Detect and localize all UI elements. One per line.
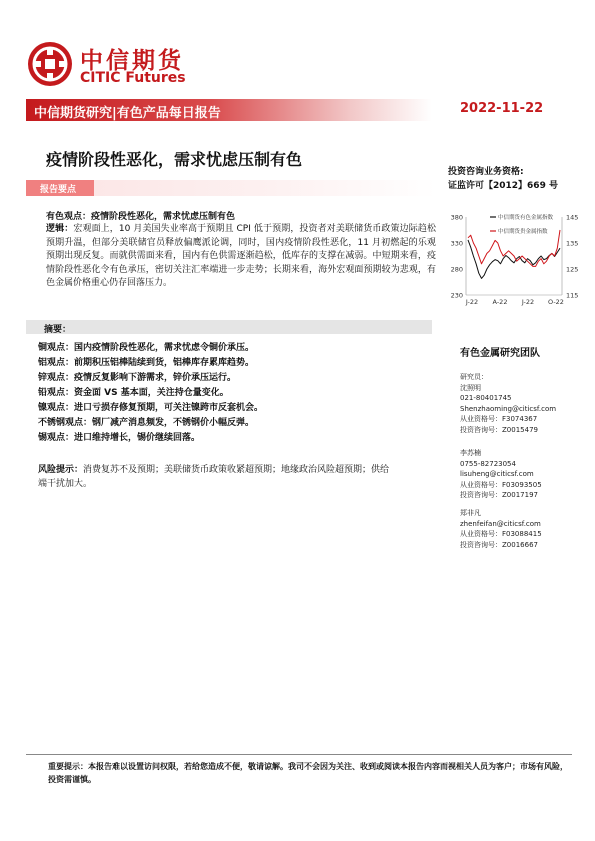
x-tick-label: J-22 bbox=[465, 298, 479, 306]
team-title: 有色金属研究团队 bbox=[460, 348, 540, 359]
brand-name-cn: 中信期货 bbox=[80, 48, 184, 74]
left-tick-label: 280 bbox=[450, 265, 463, 274]
risk-text: 消费复苏不及预期；美联储货币政策收紧超预期；地缘政治风险超预期；供给端干扰加大。 bbox=[38, 465, 390, 489]
staff-advisory: 投资咨询号：Z0015479 bbox=[460, 425, 538, 434]
right-tick-label: 135 bbox=[566, 239, 579, 248]
staff-block bbox=[460, 372, 556, 435]
aluminum-view: 铝观点：前期积压铝棒陆续到货，铝棒库存累库趋势。 bbox=[38, 358, 255, 368]
staff-phone: 0755-82723054 bbox=[460, 459, 516, 468]
risk-label: 风险提示： bbox=[38, 465, 84, 475]
right-tick-label: 115 bbox=[566, 291, 579, 300]
tin-view: 锡观点：进口维持增长，锡价继续回落。 bbox=[38, 433, 201, 443]
staff-email: Shenzhaoming@citicsf.com bbox=[460, 404, 557, 413]
staff-role: 研究员： bbox=[460, 373, 488, 381]
key-points-label: 报告要点 bbox=[40, 185, 77, 195]
logic-paragraph bbox=[46, 223, 436, 291]
staff-email: lisuheng@citicsf.com bbox=[460, 470, 534, 478]
staff-email: zhenfeifan@citicsf.com bbox=[460, 519, 541, 528]
report-date: 2022-11-22 bbox=[460, 101, 544, 116]
zinc-view: 锌观点：疫情反复影响下游需求，锌价承压运行。 bbox=[38, 373, 237, 383]
staff-qual: 从业资格号：F03093505 bbox=[460, 480, 542, 489]
staff-advisory: 投资咨询号：Z0017197 bbox=[460, 491, 538, 499]
license-label: 投资咨询业务资格: bbox=[448, 167, 524, 177]
copy-view: 铜观点：国内疫情阶段性恶化，需求忧虑令铜价承压。 bbox=[38, 343, 255, 353]
index-chart bbox=[444, 207, 584, 315]
view-heading: 有色观点：疫情阶段性恶化，需求忧虑压制有色 bbox=[46, 212, 236, 222]
right-tick-label: 125 bbox=[566, 265, 579, 274]
logic-label: 逻辑： bbox=[46, 224, 74, 234]
staff-qual: 从业资格号：F3074367 bbox=[460, 415, 538, 423]
lead-view: 铅观点：资金面 VS 基本面，关注持仓量变化。 bbox=[38, 388, 229, 398]
risk-warning bbox=[38, 463, 398, 491]
logic-text: 宏观面上，10 月美国失业率高于预期且 CPI 低于预期，投资者对美联储货币政策边际趋松预期升温，但部分美联储官员释放偏鹰派论调，同时，国内疫情阶段性恶化，11 月初燃起的乐观预期出现反复。而就供需面来看，国内有色供需逐渐趋松，低库存的支撑在减弱。中短期来看，疫情阶段性恶化令有色承压，密切关注汇率端进一步走势；长期来看，海外宏观面预期较为悲观，有色金属价格重心仍存回落压力。 bbox=[46, 224, 436, 288]
legend-label: 中信期货有色金属指数 bbox=[498, 215, 554, 221]
nickel-view: 镍观点：进口亏损存修复预期，可关注镍跨市反套机会。 bbox=[38, 403, 264, 413]
staff-qual: 从业资格号：F03088415 bbox=[460, 530, 542, 538]
x-tick-label: O-22 bbox=[548, 298, 564, 306]
staff-name: 沈照明 bbox=[460, 383, 481, 392]
brand-name-en: CITIC Futures bbox=[80, 70, 186, 86]
chart-ticks bbox=[451, 214, 579, 307]
staff-advisory: 投资咨询号：Z0016667 bbox=[460, 540, 538, 549]
chart-legend bbox=[490, 213, 554, 235]
legend-label: 中信期货贵金属指数 bbox=[498, 229, 548, 235]
x-tick-label: A-22 bbox=[492, 298, 508, 306]
summary-bar bbox=[26, 320, 432, 334]
license-number: 证监许可【2012】669 号 bbox=[448, 181, 558, 191]
staff-phone: 021-80401745 bbox=[460, 394, 512, 402]
footer-divider bbox=[26, 754, 572, 755]
report-title: 疫情阶段性恶化，需求忧虑压制有色 bbox=[46, 150, 303, 169]
right-tick-label: 145 bbox=[566, 213, 579, 222]
banner-text: 中信期货研究|有色产品每日报告 bbox=[34, 106, 221, 121]
left-tick-label: 230 bbox=[450, 291, 463, 300]
staff-block bbox=[460, 448, 542, 501]
series-line bbox=[468, 230, 560, 266]
left-tick-label: 380 bbox=[450, 213, 463, 222]
staff-name: 郑非凡 bbox=[460, 509, 481, 517]
citic-logo-icon bbox=[26, 40, 74, 88]
left-tick-label: 330 bbox=[450, 239, 463, 248]
staff-name: 李苏楠 bbox=[460, 449, 481, 457]
staff-block bbox=[460, 508, 542, 550]
summary-label: 摘要： bbox=[44, 325, 72, 335]
series-line bbox=[468, 240, 560, 279]
stainless-view: 不锈钢观点：钢厂减产消息频发，不锈钢价小幅反弹。 bbox=[38, 418, 255, 428]
x-tick-label: J-22 bbox=[521, 298, 535, 306]
chart-lines bbox=[468, 230, 560, 278]
disclaimer: 重要提示：本报告难以设置访问权限，若给您造成不便，敬请谅解。我司不会因为关注、收到或阅读本报告内容而视相关人员为客户；市场有风险，投资需谨慎。 bbox=[48, 762, 568, 784]
